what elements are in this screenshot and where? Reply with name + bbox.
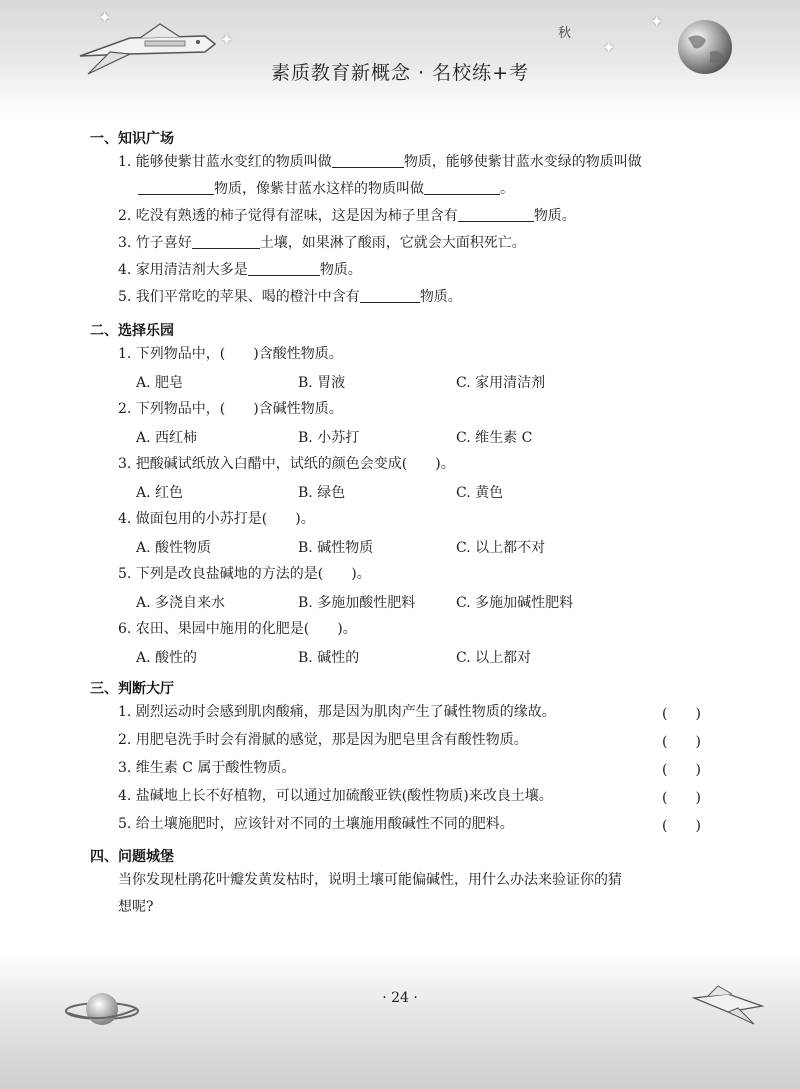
choice-question-stem: 1. 下列物品中，( )含酸性物质。: [118, 346, 343, 362]
choice-option-c[interactable]: C. 家用清洁剂: [456, 375, 546, 391]
choice-option-c[interactable]: C. 维生素 C: [456, 430, 533, 446]
choice-option-b[interactable]: B. 小苏打: [298, 430, 360, 446]
choice-option-a[interactable]: A. 酸性物质: [136, 540, 212, 556]
choice-option-b[interactable]: B. 绿色: [298, 485, 346, 501]
answer-blank[interactable]: [192, 234, 260, 249]
star-icon: ✦: [98, 8, 112, 27]
planet-icon: [62, 985, 142, 1035]
choice-question-stem: 6. 农田、果园中施用的化肥是( )。: [118, 621, 357, 637]
choice-option-c[interactable]: C. 多施加碱性肥料: [456, 595, 574, 611]
season-label: 秋: [558, 26, 572, 41]
choice-option-a[interactable]: A. 西红柿: [136, 430, 198, 446]
judgment-answer-box[interactable]: ( ): [662, 790, 701, 806]
choice-option-c[interactable]: C. 以上都对: [456, 650, 532, 666]
fill-question-4: 4. 家用清洁剂大多是 物质。: [118, 262, 362, 278]
choice-option-a[interactable]: A. 红色: [136, 485, 184, 501]
section-title-knowledge: 一、知识广场: [90, 131, 174, 147]
judgment-item: 5. 给土壤施肥时，应该针对不同的土壤施用酸碱性不同的肥料。: [118, 816, 514, 832]
answer-blank[interactable]: [424, 180, 500, 195]
choice-option-c[interactable]: C. 黄色: [456, 485, 504, 501]
section-title-question-castle: 四、问题城堡: [90, 849, 174, 865]
judgment-item: 3. 维生素 C 属于酸性物质。: [118, 760, 296, 776]
judgment-item: 4. 盐碱地上长不好植物，可以通过加硫酸亚铁(酸性物质)来改良土壤。: [118, 788, 553, 804]
page-header-title: 素质教育新概念 · 名校练+考: [270, 62, 530, 84]
answer-blank[interactable]: [458, 207, 534, 222]
choice-question-stem: 2. 下列物品中，( )含碱性物质。: [118, 401, 343, 417]
choice-question-stem: 4. 做面包用的小苏打是( )。: [118, 511, 315, 527]
choice-option-b[interactable]: B. 多施加酸性肥料: [298, 595, 416, 611]
judgment-answer-box[interactable]: ( ): [662, 734, 701, 750]
judgment-answer-box[interactable]: ( ): [662, 762, 701, 778]
choice-question-stem: 3. 把酸碱试纸放入白醋中，试纸的颜色会变成( )。: [118, 456, 455, 472]
choice-option-b[interactable]: B. 胃液: [298, 375, 346, 391]
judgment-answer-box[interactable]: ( ): [662, 706, 701, 722]
fill-question-3: 3. 竹子喜好 土壤，如果淋了酸雨，它就会大面积死亡。: [118, 235, 526, 251]
choice-option-b[interactable]: B. 碱性的: [298, 650, 360, 666]
choice-option-c[interactable]: C. 以上都不对: [456, 540, 546, 556]
choice-option-b[interactable]: B. 碱性物质: [298, 540, 374, 556]
fill-question-5: 5. 我们平常吃的苹果、喝的橙汁中含有 物质。: [118, 289, 462, 305]
star-icon: ✦: [602, 38, 616, 57]
judgment-item: 1. 剧烈运动时会感到肌肉酸痛，那是因为肌肉产生了碱性物质的缘故。: [118, 704, 556, 720]
space-shuttle-icon: [688, 982, 768, 1028]
answer-blank[interactable]: [138, 180, 214, 195]
answer-blank[interactable]: [332, 153, 404, 168]
answer-blank[interactable]: [360, 288, 420, 303]
open-question-line: 想呢?: [118, 899, 154, 915]
choice-question-stem: 5. 下列是改良盐碱地的方法的是( )。: [118, 566, 371, 582]
choice-option-a[interactable]: A. 多浇自来水: [136, 595, 226, 611]
judgment-answer-box[interactable]: ( ): [662, 818, 701, 834]
fill-question-1-cont: 物质，像紫甘蓝水这样的物质叫做 。: [138, 180, 514, 198]
judgment-item: 2. 用肥皂洗手时会有滑腻的感觉，那是因为肥皂里含有酸性物质。: [118, 732, 528, 748]
answer-blank[interactable]: [248, 261, 320, 276]
section-title-judgment: 三、判断大厅: [90, 681, 174, 697]
star-icon: ✦: [650, 12, 664, 31]
star-icon: ✦: [220, 30, 234, 49]
fill-question-1: 1. 能够使紫甘蓝水变红的物质叫做 物质，能够使紫甘蓝水变绿的物质叫做: [118, 154, 642, 170]
section-title-choice: 二、选择乐园: [90, 323, 174, 339]
fill-question-2: 2. 吃没有熟透的柿子觉得有涩味，这是因为柿子里含有 物质。: [118, 208, 576, 224]
choice-option-a[interactable]: A. 肥皂: [136, 375, 184, 391]
page-number: · 24 ·: [382, 990, 418, 1006]
open-question-line: 当你发现杜鹃花叶瓣发黄发枯时，说明土壤可能偏碱性，用什么办法来验证你的猜: [118, 872, 622, 888]
choice-option-a[interactable]: A. 酸性的: [136, 650, 198, 666]
